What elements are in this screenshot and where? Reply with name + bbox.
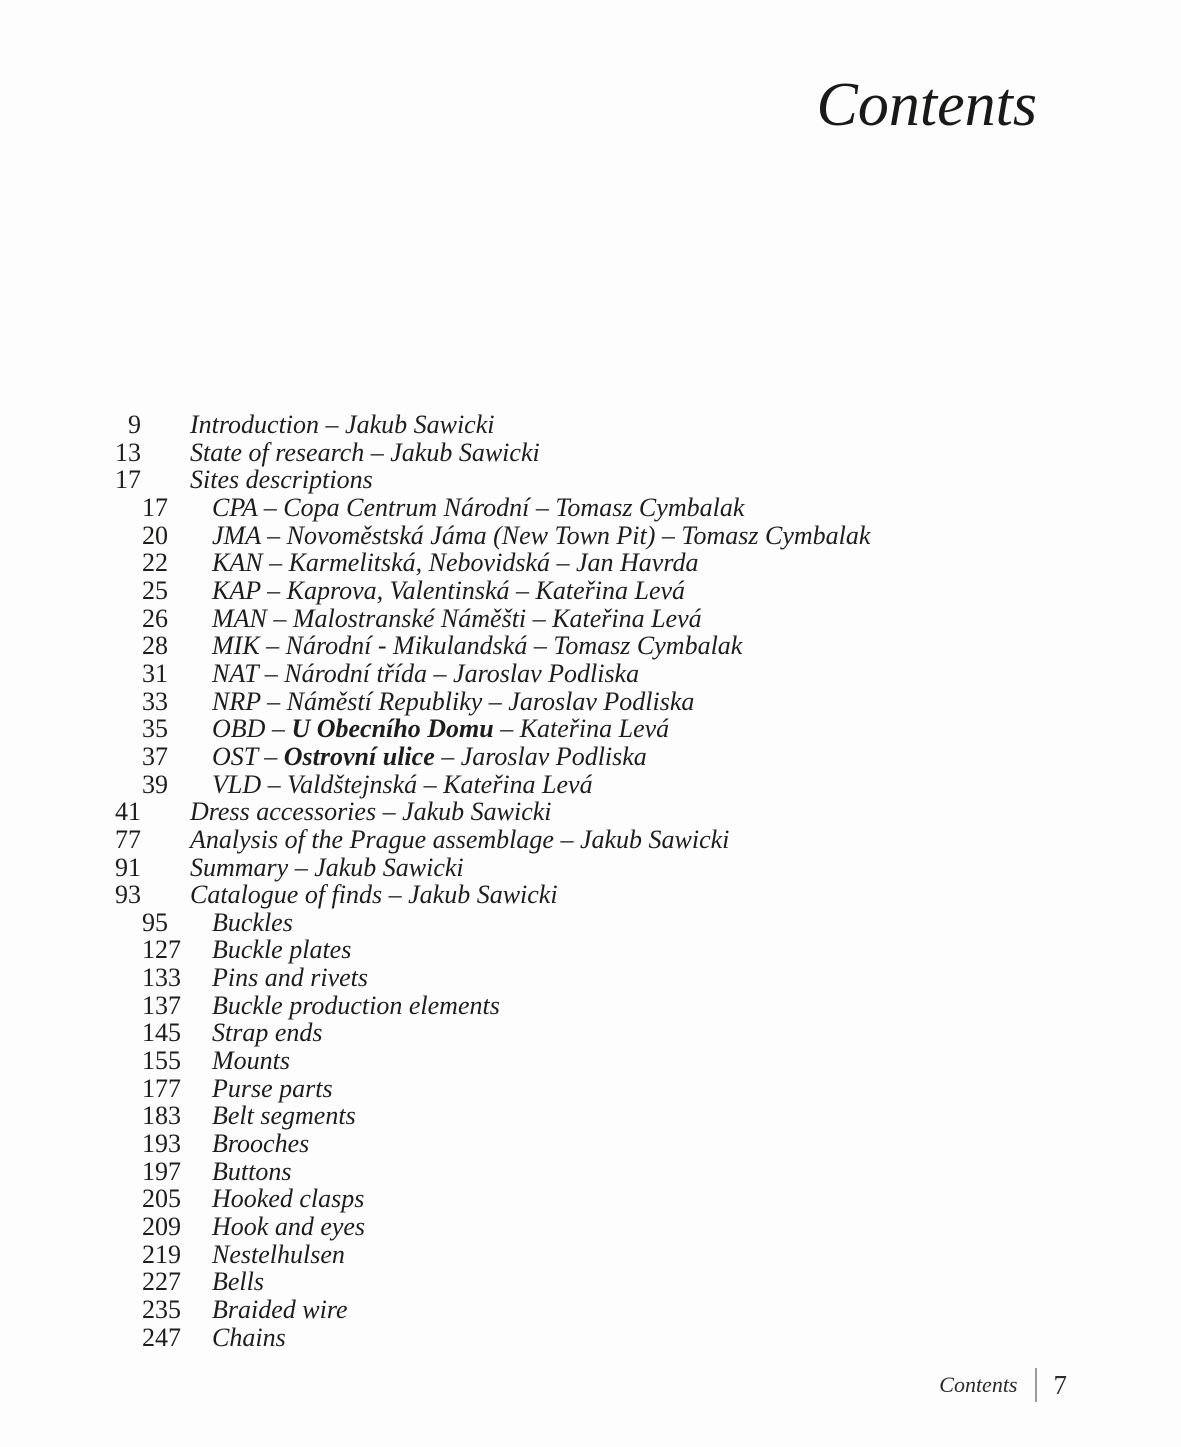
toc-entry-page-number: 37 [142,741,168,771]
toc-entry [91,715,870,743]
toc-entry [91,549,870,577]
toc-entry [91,936,870,964]
toc-entry-title: Strap ends [212,1018,323,1048]
toc-entry-page-number: 28 [142,631,168,661]
toc-entry-title: Hooked clasps [212,1184,365,1214]
toc-entry [91,854,870,882]
toc-entry [91,1296,870,1324]
toc-entry [91,798,870,826]
toc-entry [91,1047,870,1075]
toc-entry [91,605,870,633]
toc-entry [91,1213,870,1241]
toc-entry-page-number: 9 [128,410,141,439]
toc-entry-page-number: 209 [142,1212,181,1242]
toc-entry-title: Mounts [212,1046,290,1076]
toc-entry-page-number: 137 [142,990,181,1020]
toc-entry-title: Buttons [212,1156,292,1186]
toc-entry-title: OBD – U Obecního Domu – Kateřina Levá [212,714,670,744]
toc-entry-title: Sites descriptions [190,465,373,495]
toc-entry-title: Belt segments [212,1101,356,1131]
page-footer [939,1368,1067,1402]
toc-entry-title: Brooches [212,1129,310,1159]
footer-page-number: 7 [1053,1369,1067,1400]
toc-entry-title: Chains [212,1322,286,1352]
toc-entry-page-number: 127 [142,935,181,965]
toc-entry-title: OST – Ostrovní ulice – Jaroslav Podliska [212,741,647,771]
toc-entry-title: VLD – Valdštejnská – Kateřina Levá [212,769,593,799]
footer-section-label: Contents [939,1372,1018,1397]
toc-entry [91,909,870,937]
toc-entry [91,826,870,854]
toc-entry-page-number: 197 [142,1156,181,1186]
toc-entry [91,577,870,605]
toc-entry-page-number: 33 [142,686,168,716]
toc-entry-title: CPA – Copa Centrum Národní – Tomasz Cymbalak [212,492,745,522]
toc-entry-page-number: 227 [142,1267,181,1297]
toc-entry-title: Dress accessories – Jakub Sawicki [190,797,552,827]
toc-entry-title: Purse parts [212,1073,333,1103]
footer-divider [1035,1368,1037,1402]
toc-entry-page-number: 41 [115,797,141,827]
toc-entry-title: KAN – Karmelitská, Nebovidská – Jan Havrda [212,548,699,578]
toc-entry-page-number: 22 [142,548,168,578]
toc-entry-title: MIK – Národní - Mikulandská – Tomasz Cymbalak [212,631,743,661]
toc-entry-title: JMA – Novoměstská Jáma (New Town Pit) – Tomasz Cymbalak [212,520,871,550]
toc-entry-title: Hook and eyes [212,1212,366,1242]
toc-entry-title: Buckle plates [212,935,352,965]
toc-entry-title: MAN – Malostranské Náměšti – Kateřina Levá [212,603,702,633]
toc-entry [91,411,870,439]
toc-entry-page-number: 17 [115,465,141,495]
toc-entry [91,1185,870,1213]
toc-entry-page-number: 95 [142,907,168,937]
toc-entry [91,881,870,909]
toc-entry-title: Buckle production elements [212,990,500,1020]
toc-entry [91,660,870,688]
toc-entry-page-number: 35 [142,714,168,744]
toc-entry-page-number: 17 [142,492,168,522]
toc-entry-title: Catalogue of finds – Jakub Sawicki [190,880,558,910]
toc-entry-title: Introduction – Jakub Sawicki [190,410,495,439]
toc-entry [91,466,870,494]
toc-entry [91,743,870,771]
toc-entry-page-number: 177 [142,1073,181,1103]
toc-entry-page-number: 193 [142,1129,181,1159]
toc-list [91,411,870,1351]
toc-entry-page-number: 155 [142,1046,181,1076]
toc-entry-page-number: 25 [142,575,168,605]
toc-entry [91,688,870,716]
toc-entry-page-number: 13 [115,437,141,467]
toc-entry-title: Braided wire [212,1295,348,1324]
toc-entry [91,1130,870,1158]
toc-entry-title: Pins and rivets [212,963,368,993]
toc-entry-title: Summary – Jakub Sawicki [190,852,464,882]
toc-entry [91,1268,870,1296]
toc-entry [91,1241,870,1269]
toc-entry-title: NAT – Národní třída – Jaroslav Podliska [212,658,640,688]
toc-entry-page-number: 219 [142,1239,181,1269]
toc-entry [91,1324,870,1352]
toc-entry-page-number: 145 [142,1018,181,1048]
toc-entry-title: KAP – Kaprova, Valentinská – Kateřina Levá [212,575,686,605]
toc-entry-title: Analysis of the Prague assemblage – Jakub Sawicki [190,824,730,854]
toc-entry-title: Bells [212,1267,264,1297]
toc-entry [91,1158,870,1186]
toc-entry-title: State of research – Jakub Sawicki [190,437,540,467]
toc-entry-page-number: 39 [142,769,168,799]
toc-entry-page-number: 247 [142,1322,181,1352]
toc-entry [91,1102,870,1130]
toc-entry [91,494,870,522]
toc-entry [91,964,870,992]
toc-entry [91,1019,870,1047]
toc-entry [91,522,870,550]
toc-entry-page-number: 91 [115,852,141,882]
toc-entry [91,632,870,660]
toc-entry-page-number: 183 [142,1101,181,1131]
toc-entry-page-number: 77 [115,824,141,854]
toc-entry [91,771,870,799]
page-title: Contents [816,71,1037,139]
toc-entry-title: Nestelhulsen [212,1239,345,1269]
toc-entry-page-number: 20 [142,520,168,550]
toc-entry [91,992,870,1020]
toc-entry-page-number: 31 [142,658,168,688]
toc-entry [91,439,870,467]
toc-entry [91,1075,870,1103]
toc-entry-title: Buckles [212,907,293,937]
toc-entry-page-number: 93 [115,880,141,910]
toc-entry-page-number: 205 [142,1184,181,1214]
toc-entry-title: NRP – Náměstí Republiky – Jaroslav Podliska [212,686,695,716]
toc-entry-page-number: 235 [142,1295,181,1324]
toc-entry-page-number: 133 [142,963,181,993]
toc-entry-page-number: 26 [142,603,168,633]
